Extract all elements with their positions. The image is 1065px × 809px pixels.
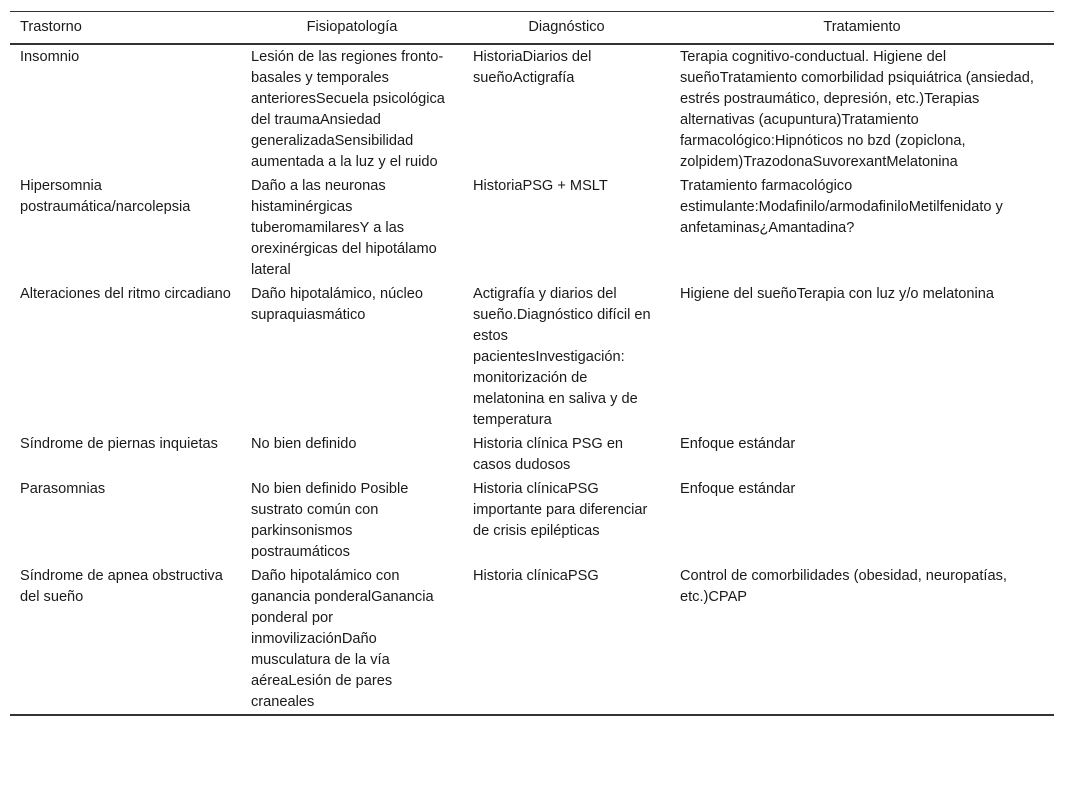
cell-trastorno: Hipersomnia postraumática/narcolepsia [20, 178, 191, 215]
cell-tratamiento: Control de comorbilidades (obesidad, neuropatías, etc.)CPAP [670, 564, 1054, 715]
cell-diagnostico: Historia clínicaPSG importante para diferenciar de crisis epilépticas [473, 481, 648, 539]
cell-trastorno: Síndrome de piernas inquietas [20, 436, 218, 452]
cell-trastorno: Parasomnias [20, 481, 106, 497]
cell-tratamiento: Enfoque estándar [680, 436, 796, 452]
cell-trastorno: Alteraciones del ritmo circadiano [20, 286, 231, 302]
header-row [10, 12, 1054, 45]
cell-fisiopatologia: No bien definido Posible sustrato común con parkinsonismos postraumáticos [251, 481, 409, 560]
table-row [10, 174, 1054, 282]
cell-fisiopatologia: No bien definido [251, 436, 357, 452]
table-row [10, 44, 1054, 174]
cell-diagnostico: HistoriaPSG + MSLT [473, 178, 608, 194]
cell-fisiopatologia: Daño hipotalámico, núcleo supraquiasmático [251, 286, 423, 323]
table-row [10, 282, 1054, 432]
cell-trastorno: Insomnio [20, 49, 80, 65]
cell-fisiopatologia: Daño hipotalámico con ganancia ponderalGanancia ponderal por inmovilizaciónDaño musculatura de la vía aéreaLesión de pares craneales [241, 564, 463, 715]
sleep-disorders-table-container [10, 11, 1054, 716]
cell-tratamiento: Tratamiento farmacológico estimulante:Modafinilo/armodafiniloMetilfenidato y anfetaminas¿Amantadina? [680, 178, 1003, 236]
table-row [10, 477, 1054, 564]
cell-diagnostico: Historia clínicaPSG [463, 564, 670, 715]
header-trastorno: Trastorno [10, 12, 241, 45]
cell-tratamiento: Enfoque estándar [680, 481, 796, 497]
cell-fisiopatologia: Lesión de las regiones fronto-basales y temporales anterioresSecuela psicológica del traumaAnsiedad generalizadaSensibilidad aumentada a la luz y el ruido [251, 49, 445, 170]
cell-diagnostico: HistoriaDiarios del sueñoActigrafía [473, 49, 592, 86]
cell-tratamiento: Higiene del sueñoTerapia con luz y/o melatonina [680, 286, 994, 302]
cell-fisiopatologia: Daño a las neuronas histaminérgicas tuberomamilaresY a las orexinérgicas del hipotálamo lateral [251, 178, 437, 278]
cell-tratamiento: Terapia cognitivo-conductual. Higiene del sueñoTratamiento comorbilidad psiquiátrica (ansiedad, estrés postraumático, depresión, etc.)Terapias alternativas (acupuntura)Tratamiento farmacológico:Hipnóticos no bzd (zopiclona, zolpidem)TrazodonaSuvorexantMelatonina [680, 49, 1034, 170]
cell-trastorno: Síndrome de apnea obstructiva del sueño [10, 564, 241, 715]
table-row [10, 564, 1054, 715]
sleep-disorders-table [10, 11, 1054, 716]
header-tratamiento: Tratamiento [670, 12, 1054, 45]
cell-diagnostico: Historia clínica PSG en casos dudosos [473, 436, 624, 473]
table-row [10, 432, 1054, 477]
header-fisiopatologia: Fisiopatología [241, 12, 463, 45]
cell-diagnostico: Actigrafía y diarios del sueño.Diagnóstico difícil en estos pacientesInvestigación: monitorización de melatonina en saliva y de temperatura [473, 286, 651, 428]
header-diagnostico: Diagnóstico [463, 12, 670, 45]
